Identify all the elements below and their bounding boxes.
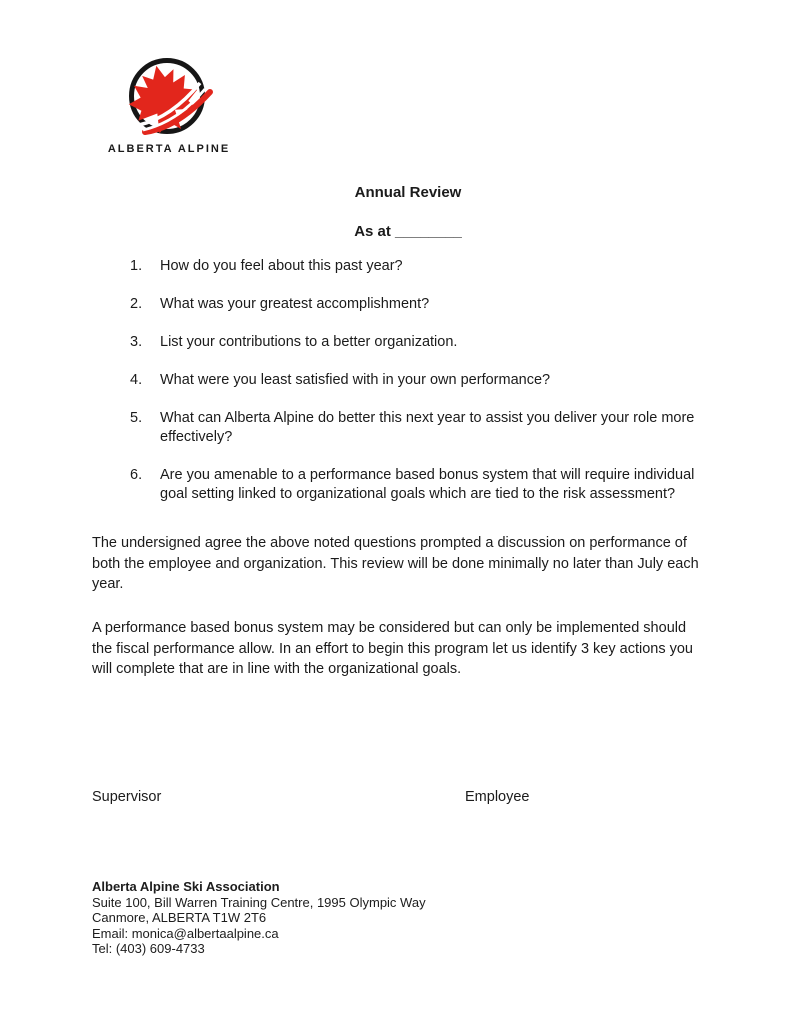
question-text: What can Alberta Alpine do better this next year to assist you deliver your role more effectively?: [160, 410, 695, 445]
page-title: Annual Review: [354, 184, 462, 201]
bonus-system-paragraph: A performance based bonus system may be considered but can only be implemented should the fiscal performance allow. In an effort to begin this program let us identify 3 key actions you will complete that are in line with the organizational goals.: [92, 620, 693, 677]
question-text: Are you amenable to a performance based bonus system that will require individual goal setting linked to organizational goals which are tied to the risk assessment?: [160, 467, 695, 502]
question-item: [92, 371, 720, 390]
footer-phone: Tel: (403) 609-4733: [92, 941, 205, 956]
question-number: 2.: [130, 296, 143, 312]
question-text: How do you feel about this past year?: [160, 258, 403, 274]
question-number: 4.: [130, 372, 143, 388]
footer-address-line1: Suite 100, Bill Warren Training Centre, 1995 Olympic Way: [92, 894, 426, 910]
footer-org-name: Alberta Alpine Ski Association: [92, 879, 280, 894]
logo-brand-text: ALBERTA ALPINE: [107, 143, 231, 155]
question-item: [92, 466, 720, 504]
question-item: [92, 295, 720, 314]
question-number: 3.: [130, 334, 143, 350]
organization-footer: [92, 879, 426, 957]
question-item: [92, 409, 720, 447]
question-text: List your contributions to a better organization.: [160, 334, 458, 350]
alberta-alpine-logo: [104, 55, 234, 155]
question-list: [92, 257, 720, 523]
supervisor-signature-label: Supervisor: [92, 789, 162, 805]
as-at-label: As at: [354, 223, 391, 240]
question-item: [92, 333, 720, 352]
agreement-paragraph: The undersigned agree the above noted questions prompted a discussion on performance of both the employee and organization. This review will be done minimally no later than July each year.: [92, 535, 699, 592]
as-at-blank-field: ________: [395, 223, 462, 240]
employee-signature-label: Employee: [465, 789, 530, 805]
question-number: 6.: [130, 467, 143, 483]
as-at-line: [92, 222, 724, 241]
maple-leaf-swoosh-icon: [119, 55, 219, 139]
footer-address-line2: Canmore, ALBERTA T1W 2T6: [92, 910, 267, 925]
question-text: What was your greatest accomplishment?: [160, 296, 430, 312]
question-number: 1.: [130, 258, 143, 274]
question-text: What were you least satisfied with in your own performance?: [160, 372, 551, 388]
question-item: [92, 257, 720, 276]
question-number: 5.: [130, 410, 143, 426]
footer-email: Email: monica@albertaalpine.ca: [92, 925, 279, 941]
